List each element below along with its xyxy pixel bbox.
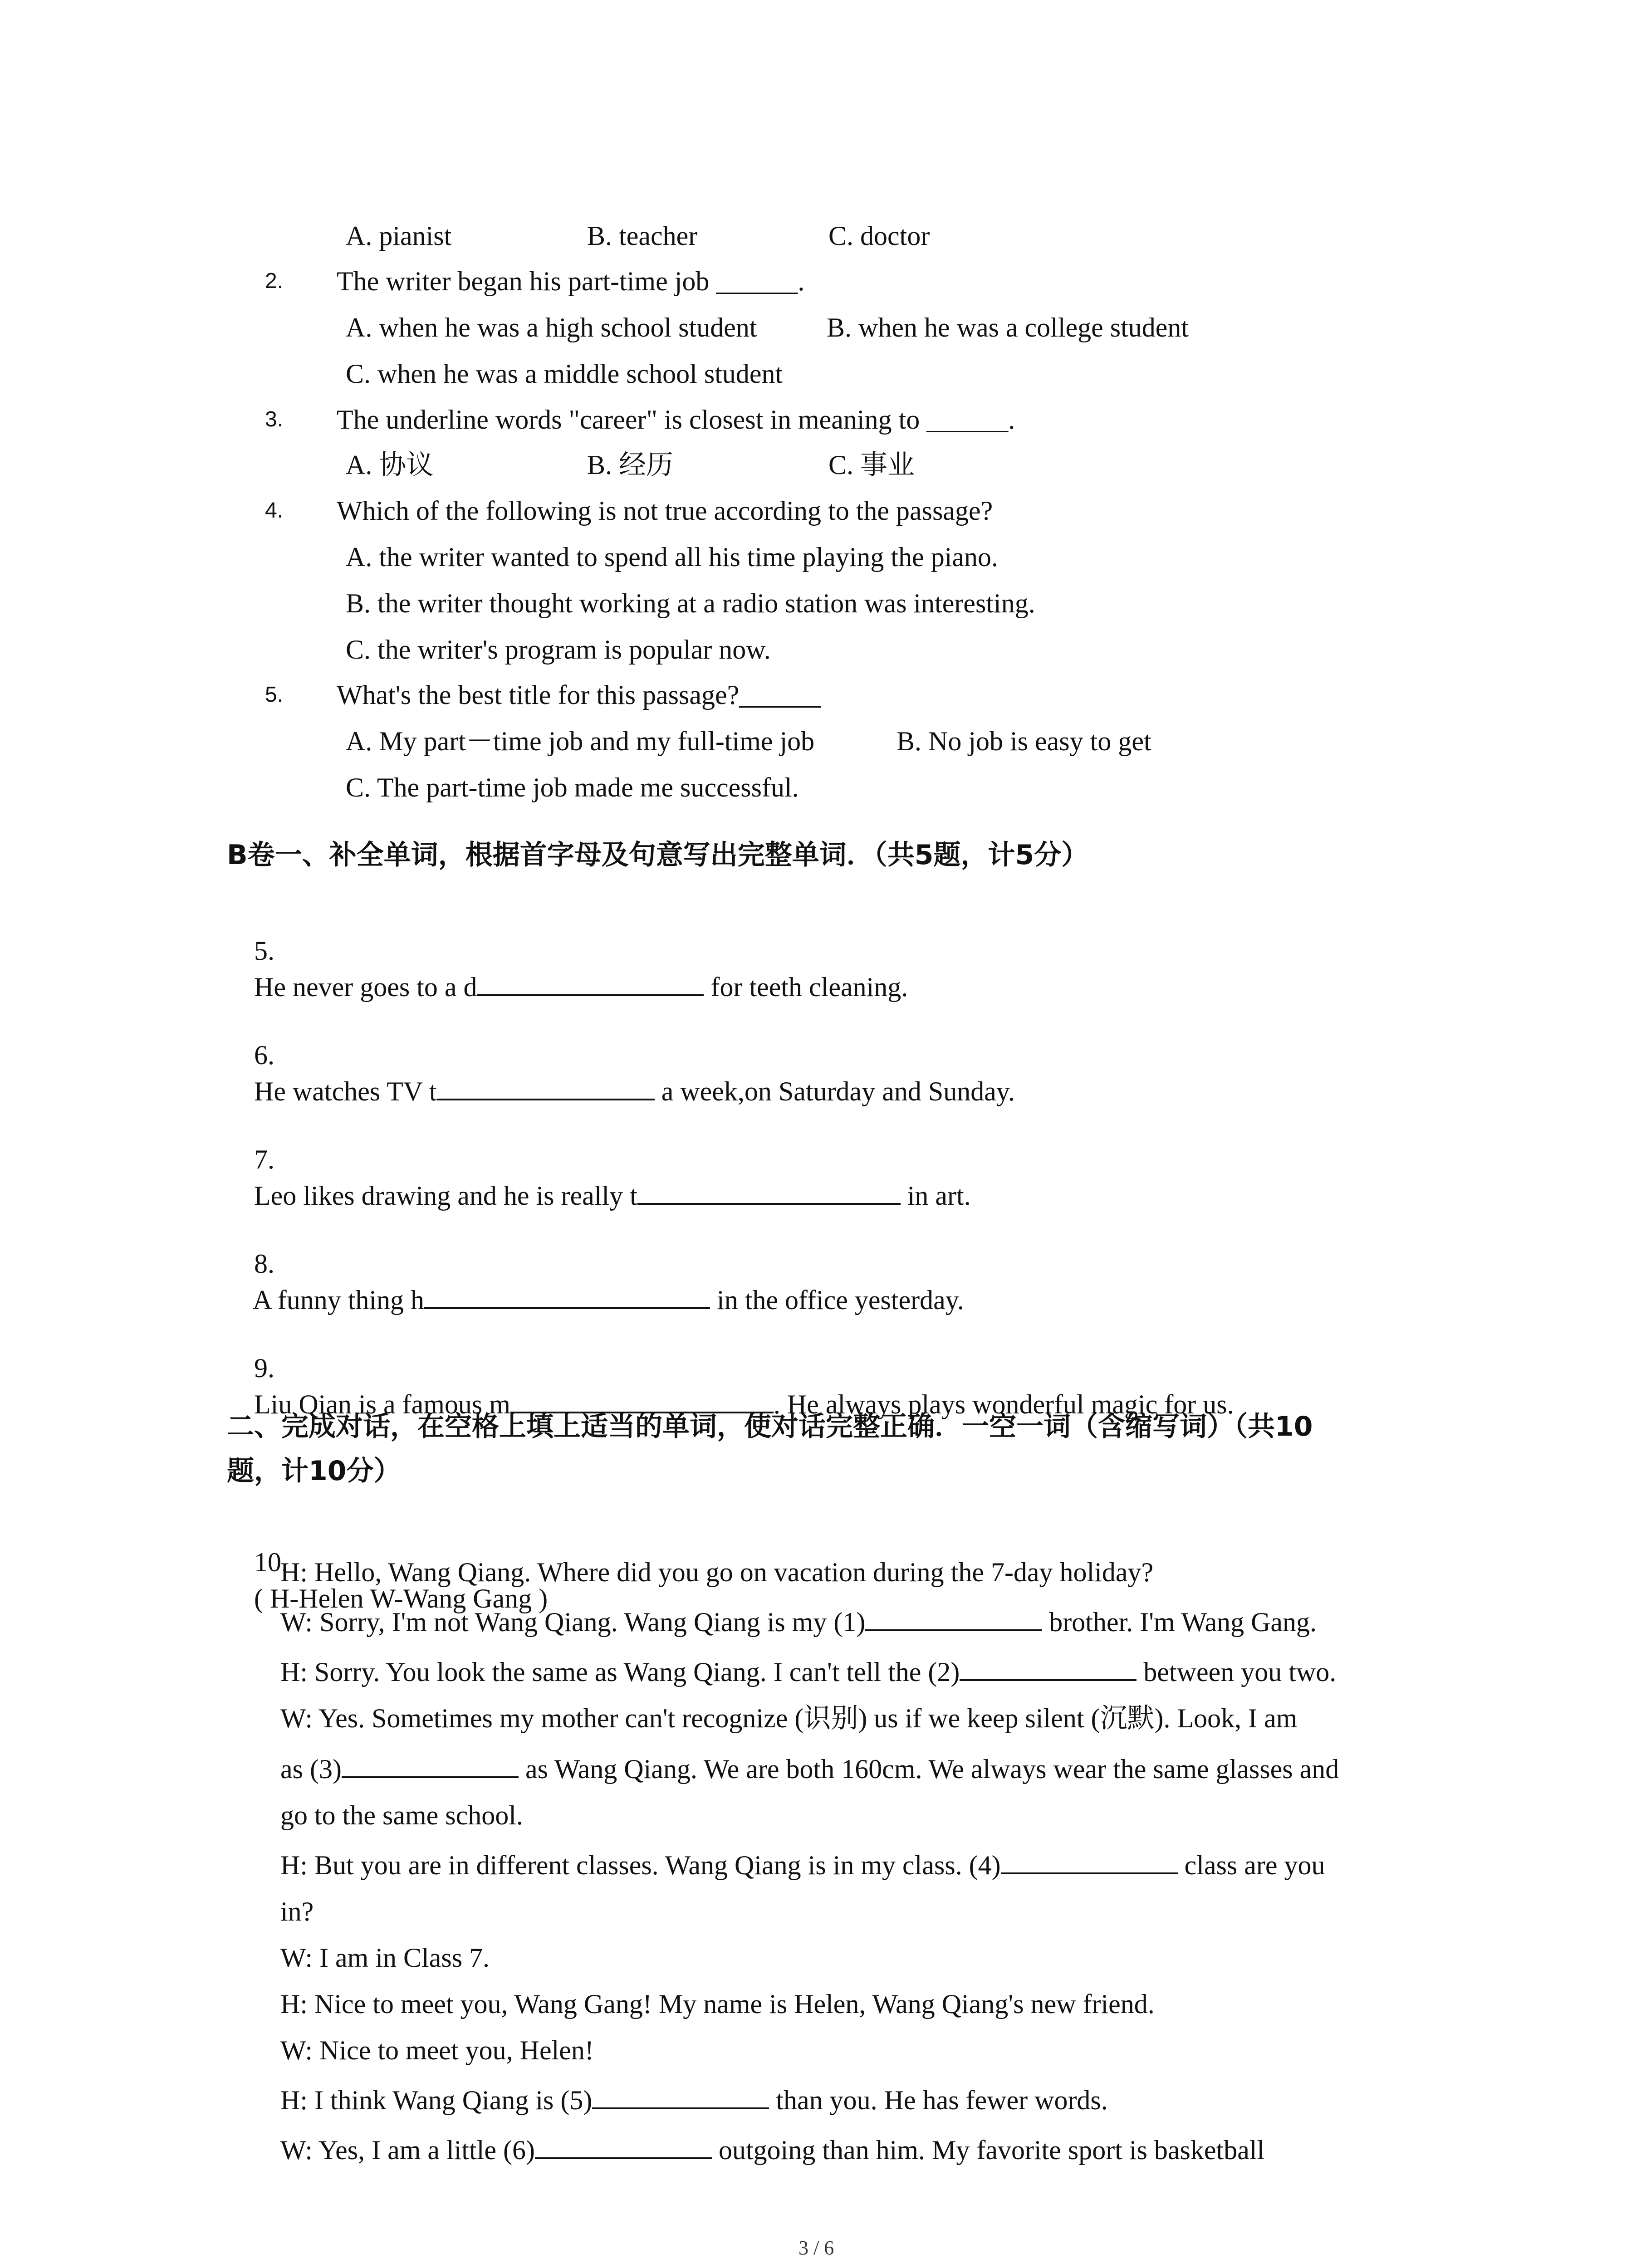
dialogue-text: H: Sorry. You look the same as Wang Qiang. I can't tell the (2) [280, 1657, 960, 1687]
answer-blank[interactable] [637, 1179, 901, 1205]
dialogue-line [280, 1604, 1317, 1640]
dialogue-line [280, 2082, 1108, 2118]
q2-stem: The writer began his part-time job ______. [337, 266, 805, 296]
q3-option-b: B. 经历 [587, 450, 674, 480]
fill-item-number: 6. [254, 1040, 274, 1070]
answer-blank[interactable] [437, 1075, 655, 1100]
fill-item-text-after: for teeth cleaning. [704, 972, 908, 1002]
dialogue-line: W: I am in Class 7. [280, 1943, 490, 1973]
fill-item-number: 7. [254, 1144, 274, 1174]
answer-blank-1[interactable] [865, 1606, 1042, 1631]
answer-blank-3[interactable] [342, 1753, 519, 1778]
q2-option-b: B. when he was a college student [827, 313, 1189, 342]
section-2-heading-line2: 题，计10分） [227, 1455, 401, 1487]
q4-option-b: B. the writer thought working at a radio station was interesting. [346, 588, 1035, 618]
dialogue-line: go to the same school. [280, 1800, 523, 1830]
q10-speakers: ( H-Helen W-Wang Gang ) [254, 1584, 548, 1613]
dialogue-line [280, 1847, 1325, 1883]
fill-item-text-before: Leo likes drawing and he is really t [254, 1181, 637, 1211]
q4-option-c: C. the writer's program is popular now. [346, 635, 771, 665]
dialogue-text: class are you [1177, 1850, 1325, 1880]
fill-item-text-after: . He always plays wonderful magic for us. [773, 1389, 1234, 1419]
q3-stem: The underline words "career" is closest in meaning to ______. [337, 405, 1015, 435]
dialogue-text: than you. He has fewer words. [769, 2085, 1108, 2115]
fill-item-text-after: in art. [900, 1181, 971, 1211]
fill-item-text-before: Liu Qian is a famous m [254, 1389, 510, 1419]
q10-number: 10. [254, 1547, 288, 1577]
fill-item-number: 9. [254, 1353, 274, 1383]
dialogue-text: W: Sorry, I'm not Wang Qiang. Wang Qiang is my (1) [280, 1607, 866, 1637]
dialogue-text: W: Yes, I am a little (6) [280, 2135, 535, 2165]
q5-option-c: C. The part-time job made me successful. [346, 772, 799, 802]
q2-number: 2. [265, 269, 284, 293]
section-2-heading-line1: 二、完成对话，在空格上填上适当的单词，使对话完整正确．一空一词（含缩写词）（共10 [227, 1411, 1313, 1442]
q2-option-a: A. when he was a high school student [346, 313, 757, 342]
dialogue-line [280, 1751, 1339, 1787]
q3-option-c: C. 事业 [828, 450, 915, 480]
answer-blank[interactable] [477, 971, 704, 996]
dialogue-line: W: Yes. Sometimes my mother can't recognize (识别) us if we keep silent (沉默). Look, I am [280, 1703, 1298, 1733]
answer-blank-5[interactable] [592, 2084, 769, 2109]
fill-item-number: 8. [254, 1249, 274, 1279]
q3-option-a: A. 协议 [346, 450, 434, 480]
q4-stem: Which of the following is not true according to the passage? [337, 496, 993, 526]
dialogue-line: W: Nice to meet you, Helen! [280, 2035, 594, 2065]
q5-option-a: A. My part－time job and my full-time job [346, 726, 815, 756]
dialogue-line: H: Hello, Wang Qiang. Where did you go on vacation during the 7-day holiday? [280, 1557, 1154, 1587]
fill-item-text-before: He never goes to a d [254, 972, 477, 1002]
dialogue-text: H: I think Wang Qiang is (5) [280, 2085, 593, 2115]
q4-option-a: A. the writer wanted to spend all his time playing the piano. [346, 542, 999, 572]
fill-item-text-after: in the office yesterday. [710, 1285, 964, 1315]
fill-item-text-before: He watches TV t [254, 1076, 437, 1106]
dialogue-line [280, 2132, 1264, 2168]
fill-item-text-after: a week,on Saturday and Sunday. [654, 1076, 1015, 1106]
dialogue-line [280, 1654, 1336, 1690]
dialogue-text: between you two. [1136, 1657, 1337, 1687]
dialogue-text: H: But you are in different classes. Wang Qiang is in my class. (4) [280, 1850, 1001, 1880]
dialogue-text: outgoing than him. My favorite sport is basketball [712, 2135, 1265, 2165]
q2-option-c: C. when he was a middle school student [346, 359, 783, 389]
q1-option-b: B. teacher [587, 221, 698, 251]
q1-option-c: C. doctor [828, 221, 930, 251]
q3-number: 3. [265, 407, 284, 431]
answer-blank[interactable] [424, 1284, 710, 1309]
answer-blank-2[interactable] [960, 1656, 1136, 1681]
answer-blank-6[interactable] [535, 2134, 712, 2159]
dialogue-text: as (3) [280, 1754, 342, 1784]
q5-number: 5. [265, 683, 284, 707]
dialogue-line: in? [280, 1897, 314, 1926]
q4-number: 4. [265, 499, 284, 523]
section-b1-heading: B卷一、补全单词，根据首字母及句意写出完整单词．（共5题，计5分） [227, 839, 1089, 871]
fill-item-number: 5. [254, 936, 274, 966]
dialogue-text: brother. I'm Wang Gang. [1042, 1607, 1317, 1637]
q5-stem: What's the best title for this passage?______ [337, 680, 821, 710]
q1-option-a: A. pianist [346, 221, 452, 251]
dialogue-text: as Wang Qiang. We are both 160cm. We always wear the same glasses and [518, 1754, 1339, 1784]
fill-item-text-before: A funny thing h [252, 1285, 425, 1315]
answer-blank-4[interactable] [1001, 1849, 1178, 1874]
q5-option-b: B. No job is easy to get [896, 726, 1151, 756]
dialogue-line: H: Nice to meet you, Wang Gang! My name is Helen, Wang Qiang's new friend. [280, 1989, 1155, 2019]
page-number: 3 / 6 [798, 2237, 834, 2259]
